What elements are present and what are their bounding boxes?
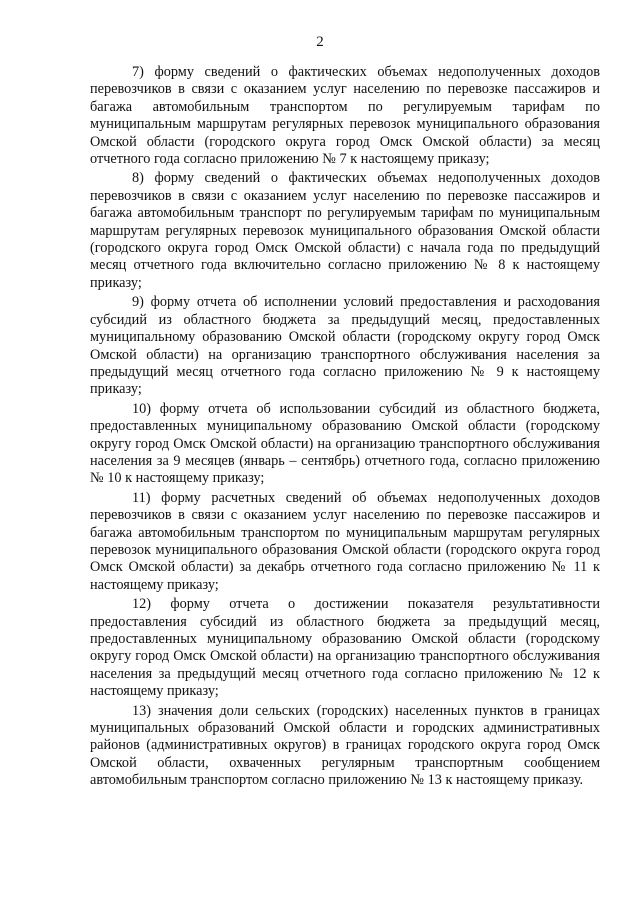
list-item-8: 8) форму сведений о фактических объемах недополученных доходов перевозчиков в связи с оказанием услуг населению по перевозке пассажиров и багажа автомобильным транспорт по регулируемым тарифам по муниципальным маршрутам регулярных перевозок муниципального образования Омской области (городского округа город Омск Омской области) с начала года по предыдущий месяц отчетного года включительно согласно приложению № 8 к настоящему приказу; — [90, 170, 600, 291]
list-item-10: 10) форму отчета об использовании субсидий из областного бюджета, предоставленных муниципальному образованию Омской области (городскому округу город Омск Омской области) на организацию транспортного обслуживания населения за 9 месяцев (январь – сентябрь) отчетного года, согласно приложению № 10 к настоящему приказу; — [90, 400, 600, 487]
document-body — [90, 64, 600, 792]
list-item-9: 9) форму отчета об исполнении условий предоставления и расходования субсидий из областного бюджета за предыдущий месяц, предоставленных муниципальному образованию Омской области (городскому округу город Омск Омской области) на организацию транспортного обслуживания населения за предыдущий месяц отчетного года согласно приложению № 9 к настоящему приказу; — [90, 294, 600, 398]
list-item-12: 12) форму отчета о достижении показателя результативности предоставления субсидий из областного бюджета за предыдущий месяц, предоставленных муниципальному образованию Омской области (городскому округу город Омск Омской области) на организацию транспортного обслуживания населения за предыдущий месяц отчетного года согласно приложению № 12 к настоящему приказу; — [90, 596, 600, 700]
page-number: 2 — [316, 34, 324, 50]
list-item-11: 11) форму расчетных сведений об объемах недополученных доходов перевозчиков в связи с оказанием услуг населению по перевозке пассажиров и багажа автомобильным транспортом по муниципальным маршрутам регулярных перевозок муниципального образования Омской области (городского округа город Омск Омской области) за декабрь отчетного года согласно приложению № 11 к настоящему приказу; — [90, 489, 600, 593]
list-item-7: 7) форму сведений о фактических объемах недополученных доходов перевозчиков в связи с оказанием услуг населению по перевозке пассажиров и багажа автомобильным транспортом по регулируемым тарифам по муниципальным маршрутам регулярных перевозок муниципального образования Омской области (городского округа город Омск Омской области) за месяц отчетного года согласно приложению № 7 к настоящему приказу; — [90, 64, 600, 168]
list-item-13: 13) значения доли сельских (городских) населенных пунктов в границах муниципальных образований Омской области и городских административных районов (административных округов) в границах городского округа город Омск Омской области, охваченных регулярным транспортным сообщением автомобильным транспортом согласно приложению № 13 к настоящему приказу. — [90, 702, 600, 789]
